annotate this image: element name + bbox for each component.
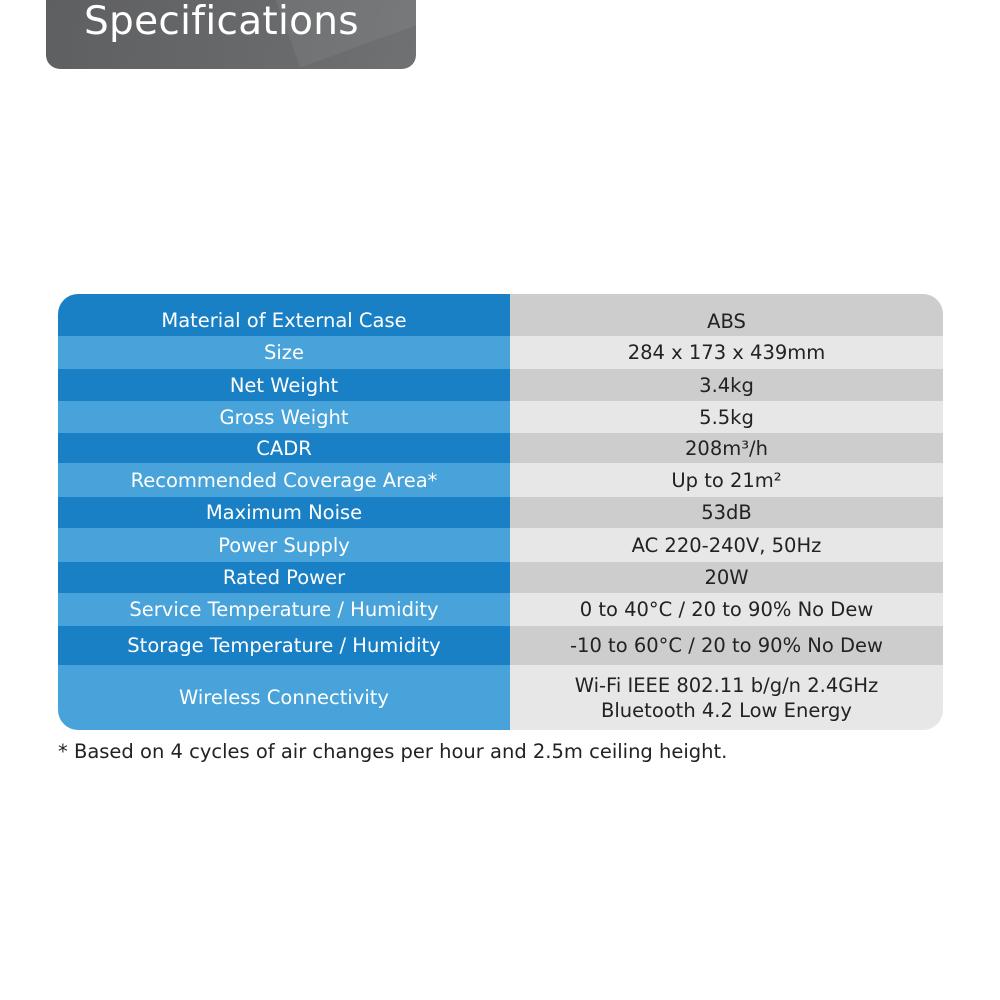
spec-label: Net Weight: [58, 369, 510, 401]
spec-value: Up to 21m²: [510, 463, 943, 497]
spec-row: [58, 626, 943, 665]
spec-label: Service Temperature / Humidity: [58, 593, 510, 626]
spec-row: [58, 336, 943, 369]
spec-table: [58, 294, 943, 730]
spec-value: 208m³/h: [510, 433, 943, 463]
footnote: * Based on 4 cycles of air changes per hour and 2.5m ceiling height.: [58, 740, 728, 763]
spec-label: CADR: [58, 433, 510, 463]
spec-value-line: Bluetooth 4.2 Low Energy: [601, 698, 852, 722]
spec-label: Power Supply: [58, 528, 510, 562]
spec-value: 5.5kg: [510, 401, 943, 433]
spec-value: -10 to 60°C / 20 to 90% No Dew: [510, 626, 943, 665]
spec-label: Maximum Noise: [58, 497, 510, 528]
spec-value: 284 x 173 x 439mm: [510, 336, 943, 369]
spec-row: [58, 463, 943, 497]
spec-value: 20W: [510, 562, 943, 593]
spec-row: [58, 369, 943, 401]
spec-value: 53dB: [510, 497, 943, 528]
spec-row: [58, 562, 943, 593]
spec-label: Gross Weight: [58, 401, 510, 433]
page-title: Specifications: [84, 0, 359, 44]
spec-label: Size: [58, 336, 510, 369]
spec-label: Wireless Connectivity: [58, 665, 510, 730]
spec-value: [510, 665, 943, 730]
spec-value: 3.4kg: [510, 369, 943, 401]
spec-row: [58, 665, 943, 730]
title-tab: [46, 0, 416, 69]
spec-value: ABS: [510, 294, 943, 336]
spec-label: Rated Power: [58, 562, 510, 593]
spec-row: [58, 593, 943, 626]
spec-label: Material of External Case: [58, 294, 510, 336]
spec-row: [58, 528, 943, 562]
spec-row: [58, 497, 943, 528]
spec-value-line: Wi-Fi IEEE 802.11 b/g/n 2.4GHz: [574, 673, 879, 697]
spec-label: Storage Temperature / Humidity: [58, 626, 510, 665]
spec-value: AC 220-240V, 50Hz: [510, 528, 943, 562]
spec-row: [58, 433, 943, 463]
spec-row: [58, 294, 943, 336]
spec-value: 0 to 40°C / 20 to 90% No Dew: [510, 593, 943, 626]
spec-label: Recommended Coverage Area*: [58, 463, 510, 497]
spec-row: [58, 401, 943, 433]
